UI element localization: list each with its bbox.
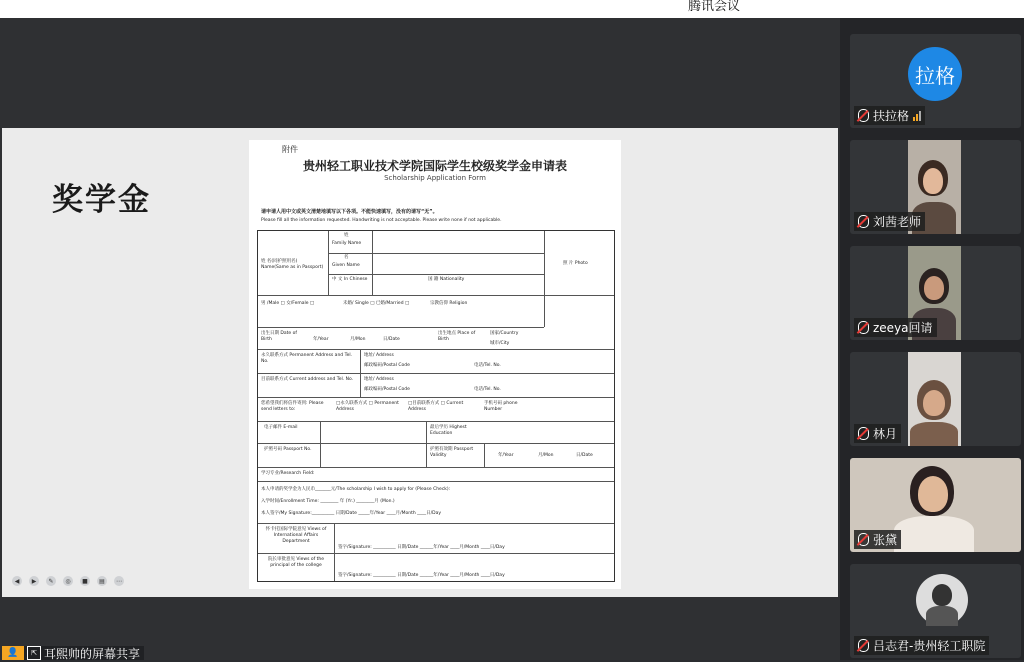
phone-label: 手机号码 phone Number	[484, 401, 518, 412]
curr-postal-field: 邮政编码/Postal Code	[364, 387, 410, 392]
option-permanent: □永久联系方式 □ Permanent Address	[336, 401, 399, 412]
slide-toolbar	[12, 576, 124, 586]
pob-label: 出生地点 Place of Birth	[438, 331, 476, 342]
chinese-label: 中 文 In Chinese	[332, 277, 368, 282]
attachment-label: 附件	[282, 145, 298, 154]
app-title: 腾讯会议	[688, 0, 741, 14]
slide-heading: 奖学金	[52, 182, 151, 218]
participant-panel	[840, 18, 1024, 660]
participant-label	[854, 318, 937, 337]
email-label: 电子邮件 E-mail	[264, 425, 298, 430]
name-label: 姓 名(同护照用名) Name(Same as in Passport)	[261, 259, 324, 270]
form-note-en: Please fill all the information requested. Handwriting is not acceptable. Please write none if not applicable.	[261, 218, 502, 223]
dob-label: 出生日期 Date of Birth	[261, 331, 297, 342]
participant-tile[interactable]	[850, 140, 1021, 234]
enrollment-line: 入学时间/Enrollment Time: ________ 年 (Yr.) ________月 (Mon.)	[261, 499, 395, 504]
family-name-label: Family Name	[332, 241, 362, 246]
mic-muted-icon	[858, 427, 869, 440]
participant-name: 张黛	[873, 533, 898, 547]
form-title: 贵州轻工职业技术学院国际学生校级奖学金申请表	[302, 159, 567, 173]
curr-address-field: 地址/ Address	[364, 377, 394, 382]
perm-postal-field: 邮政编码/Postal Code	[364, 363, 410, 368]
mic-muted-icon	[858, 639, 869, 652]
country-field: 国家/Country	[490, 331, 519, 336]
participant-tile[interactable]	[850, 246, 1021, 340]
dob-month: 月/Mon	[350, 337, 366, 342]
validity-label: 护照有效期 Passport Validity	[430, 447, 474, 458]
city-field: 城市/City	[490, 341, 510, 346]
research-field-label: 学习专业/Research Field:	[261, 471, 315, 476]
pointer-icon[interactable]: ◎	[63, 576, 73, 586]
participant-name: 林月	[873, 427, 898, 441]
given-name-label: Given Name	[332, 263, 360, 268]
screen-share-indicator[interactable]	[2, 646, 144, 660]
dob-year: 年/Year	[313, 337, 329, 342]
participant-name: 刘茜老师	[873, 215, 922, 229]
photo-label: 照 片 Photo	[563, 261, 588, 266]
validity-year: 年/Year	[498, 453, 514, 458]
perm-address-label: 永久联系方式 Permanent Address and Tel. No.	[261, 353, 353, 364]
camera-icon[interactable]: ■	[80, 576, 90, 586]
views-intl-label: 怀卡托国际学院意见 Views of International Affairs Department	[265, 527, 327, 544]
option-current: □目前联系方式 □ Current Address	[408, 401, 464, 412]
given-cn: 名	[344, 255, 349, 260]
video-feed	[908, 352, 961, 446]
participant-tile[interactable]	[850, 34, 1021, 128]
scholarship-form-document	[249, 140, 621, 589]
perm-tel-field: 电话/Tel. No.	[474, 363, 501, 368]
prev-icon[interactable]: ◀	[12, 576, 22, 586]
participant-name: zeeya回请	[873, 321, 933, 335]
participant-label	[854, 530, 901, 549]
perm-address-field: 地址/ Address	[364, 353, 394, 358]
screen-share-label: 耳熙帅的屏幕共享	[44, 646, 141, 661]
gender-field: 男 /Male □ 女/Female □	[261, 301, 315, 306]
next-icon[interactable]: ▶	[29, 576, 39, 586]
curr-address-label: 目前联系方式 Current address and Tel. No.	[261, 377, 354, 382]
mic-muted-icon	[858, 533, 869, 546]
amount-line: 本人申请的奖学金为人民币_______元/The scholarship I wish to apply for (Please Check):	[261, 487, 451, 492]
subtitle-icon[interactable]: ▤	[97, 576, 107, 586]
form-note-cn: 请申请人用中文或英文清楚地填写以下各项。不能快速填写，没有的请写“无”。	[261, 209, 438, 215]
education-label: 最后学历 Highest Education	[430, 425, 467, 436]
mic-muted-icon	[858, 321, 869, 334]
mic-muted-icon	[858, 215, 869, 228]
marital-field: 未婚/ Single □ 已婚/Married □	[343, 301, 410, 306]
user-icon: 👤	[2, 646, 24, 660]
participant-tile[interactable]	[850, 564, 1021, 658]
validity-month: 月/Mon	[538, 453, 554, 458]
participant-label	[854, 106, 925, 125]
signature-line: 本人签字/My Signature:__________ 日期/Date _____年/Year ____月/Month ____日/Day	[261, 511, 442, 516]
shared-screen-area	[0, 18, 840, 660]
avatar	[916, 574, 968, 626]
dob-date: 日/Date	[383, 337, 400, 342]
participant-tile[interactable]	[850, 458, 1021, 552]
form-table	[257, 230, 615, 582]
screen-share-icon: ⇱	[27, 646, 41, 660]
passport-label: 护照号码 Passport No.	[264, 447, 312, 452]
surname-cn: 姓	[344, 233, 349, 238]
participant-label	[854, 636, 989, 655]
religion-label: 宗教信仰 Religion	[430, 301, 468, 306]
curr-tel-field: 电话/Tel. No.	[474, 387, 501, 392]
views-intl-sign: 签字/Signature: __________ 日期/Date ______年/Year ____月/Month ____日/Day	[338, 545, 505, 550]
avatar: 拉格	[908, 47, 962, 101]
more-icon[interactable]: ⋯	[116, 577, 122, 585]
nationality-label: 国 籍 Nationality	[428, 277, 465, 282]
participant-label	[854, 212, 925, 231]
mic-muted-icon	[858, 109, 869, 122]
validity-date: 日/Date	[576, 453, 593, 458]
signal-icon	[913, 111, 921, 121]
participant-name: 吕志君-贵州轻工职院	[873, 639, 986, 653]
title-bar	[0, 0, 1024, 18]
participant-label	[854, 424, 901, 443]
pen-icon[interactable]: ✎	[46, 576, 56, 586]
participant-tile[interactable]	[850, 352, 1021, 446]
views-principal-label: 院长审批意见 Views of the principal of the college	[267, 557, 325, 568]
views-principal-sign: 签字/Signature: __________ 日期/Date ______年/Year ____月/Month ____日/Day	[338, 573, 505, 578]
presentation-slide	[2, 128, 838, 597]
participant-name: 扶拉格	[873, 109, 910, 123]
form-subtitle: Scholarship Application Form	[384, 174, 486, 182]
send-letters-label: 您希望我们将信件寄到: Please send letters to:	[261, 401, 324, 412]
